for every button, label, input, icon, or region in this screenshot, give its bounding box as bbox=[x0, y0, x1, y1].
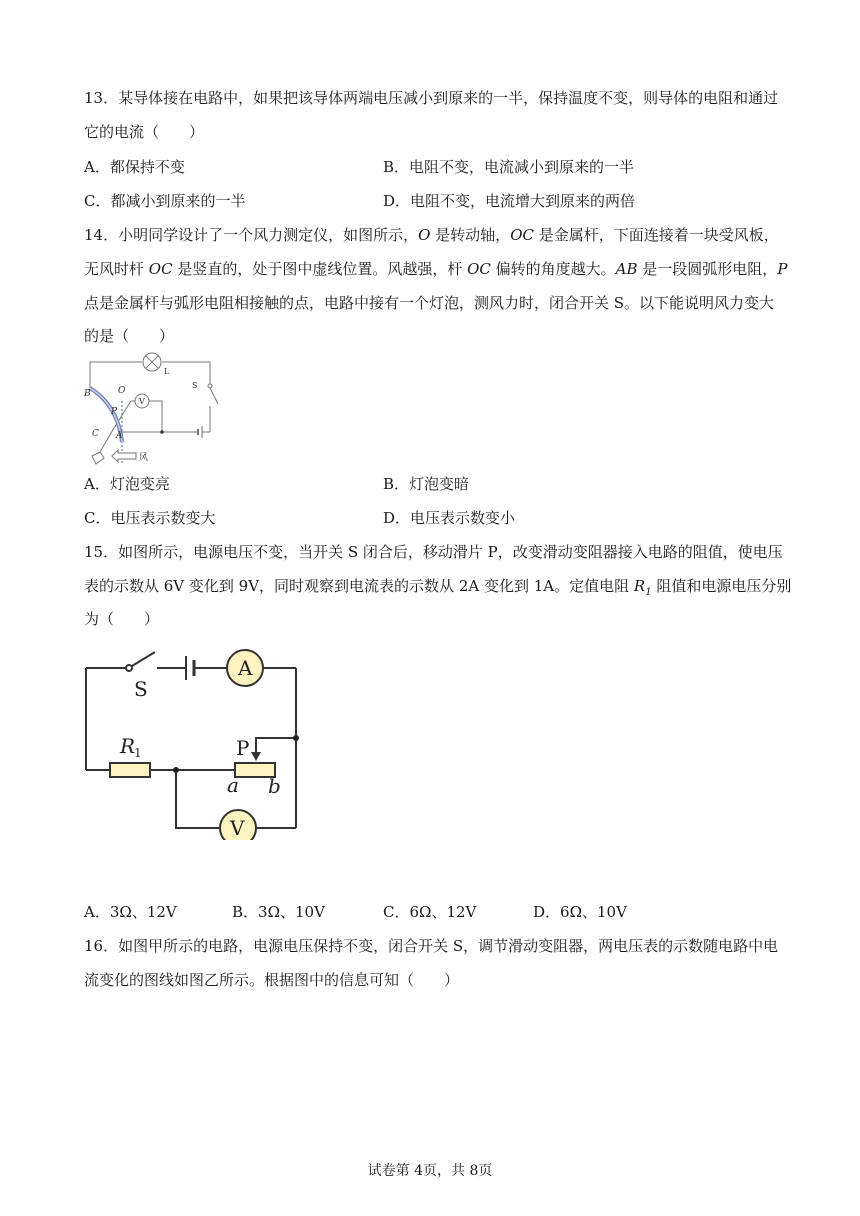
q14-var-p: P bbox=[777, 260, 788, 278]
q14-text: 是转动轴， bbox=[430, 226, 511, 244]
lamp-label: L bbox=[164, 367, 170, 376]
q13-stem-line1: 13．某导体接在电路中，如果把该导体两端电压减小到原来的一半，保持温度不变，则导体的电阻和通过 bbox=[84, 89, 779, 107]
slider-label: P bbox=[236, 736, 250, 760]
q14-var-oc: OC bbox=[148, 260, 173, 278]
wind-label: 风 bbox=[139, 453, 149, 463]
voltmeter-label: V bbox=[139, 397, 145, 406]
q14-stem-line2 bbox=[84, 259, 787, 279]
switch-label: S bbox=[134, 677, 148, 701]
q15-option-a: A．3Ω、12V bbox=[84, 903, 177, 921]
q14-var-ab: AB bbox=[615, 260, 638, 278]
q15-circuit-figure bbox=[80, 640, 310, 840]
q14-stem-line3: 点是金属杆与弧形电阻相接触的点，电路中接有一个灯泡，测风力时，闭合开关 S。以下能说明风力变大 bbox=[84, 294, 775, 312]
label-a: a bbox=[227, 773, 239, 797]
q14-text: 偏转的角度越大。 bbox=[490, 260, 616, 278]
q14-stem-line4: 的是（ ） bbox=[84, 327, 175, 345]
q15-stem-line2 bbox=[84, 576, 791, 603]
label-o: O bbox=[118, 386, 126, 396]
q13-option-d: D．电阻不变，电流增大到原来的两倍 bbox=[383, 192, 636, 210]
q14-wind-meter-figure bbox=[78, 346, 228, 470]
page-footer: 试卷第 4页，共 8页 bbox=[367, 1163, 493, 1179]
q14-option-c: C．电压表示数变大 bbox=[84, 509, 216, 527]
q14-var-o: O bbox=[418, 226, 431, 244]
label-p: P bbox=[111, 407, 118, 417]
q14-text: 无风时杆 bbox=[84, 260, 149, 278]
label-c: C bbox=[92, 429, 99, 439]
label-b: B bbox=[84, 389, 91, 399]
resistor-label: R bbox=[120, 734, 136, 758]
q14-text: 是金属杆，下面连接着一块受风板， bbox=[533, 226, 779, 244]
q13-option-a: A．都保持不变 bbox=[84, 158, 185, 176]
q15-var-r: R bbox=[633, 577, 646, 595]
q15-option-c: C．6Ω、12V bbox=[383, 903, 477, 921]
label-a: A bbox=[116, 431, 123, 441]
q14-stem-line1 bbox=[84, 225, 779, 245]
q15-var-r-sub: 1 bbox=[645, 587, 652, 598]
q13-option-b: B．电阻不变，电流减小到原来的一半 bbox=[383, 158, 635, 176]
q15-stem-line1: 15．如图所示，电源电压不变，当开关 S 闭合后，移动滑片 P，改变滑动变阻器接入电路的阻值，使电压 bbox=[84, 543, 783, 561]
q14-text: 是一段圆弧形电阻， bbox=[637, 260, 778, 278]
q14-option-a: A．灯泡变亮 bbox=[84, 475, 170, 493]
ammeter-label: A bbox=[238, 656, 253, 680]
q14-option-b: B．灯泡变暗 bbox=[383, 475, 470, 493]
q14-var-oc: OC bbox=[510, 226, 534, 244]
q16-stem-line1: 16．如图甲所示的电路，电源电压保持不变，闭合开关 S，调节滑动变阻器，两电压表的示数随电路中电 bbox=[84, 937, 779, 955]
q15-stem-line3: 为（ ） bbox=[84, 610, 160, 628]
voltmeter-label: V bbox=[230, 816, 245, 840]
q15-option-b: B．3Ω、10V bbox=[232, 903, 325, 921]
q13-option-c: C．都减小到原来的一半 bbox=[84, 192, 246, 210]
label-b: b bbox=[268, 774, 281, 798]
q13-stem-line2: 它的电流（ ） bbox=[84, 123, 205, 141]
q14-option-d: D．电压表示数变小 bbox=[383, 509, 516, 527]
q16-stem-line2: 流变化的图线如图乙所示。根据图中的信息可知（ ） bbox=[84, 971, 460, 989]
switch-label: S bbox=[192, 381, 198, 390]
resistor-subscript: 1 bbox=[134, 746, 142, 760]
q14-text: 14．小明同学设计了一个风力测定仪，如图所示， bbox=[84, 226, 419, 244]
q15-option-d: D．6Ω、10V bbox=[533, 903, 627, 921]
q14-text: 是竖直的，处于图中虚线位置。风越强，杆 bbox=[172, 260, 468, 278]
q15-text: 表的示数从 6V 变化到 9V，同时观察到电流表的示数从 2A 变化到 1A。定值电阻 bbox=[84, 577, 634, 595]
q15-text: 阻值和电源电压分别 bbox=[651, 577, 792, 595]
q14-var-oc: OC bbox=[467, 260, 491, 278]
